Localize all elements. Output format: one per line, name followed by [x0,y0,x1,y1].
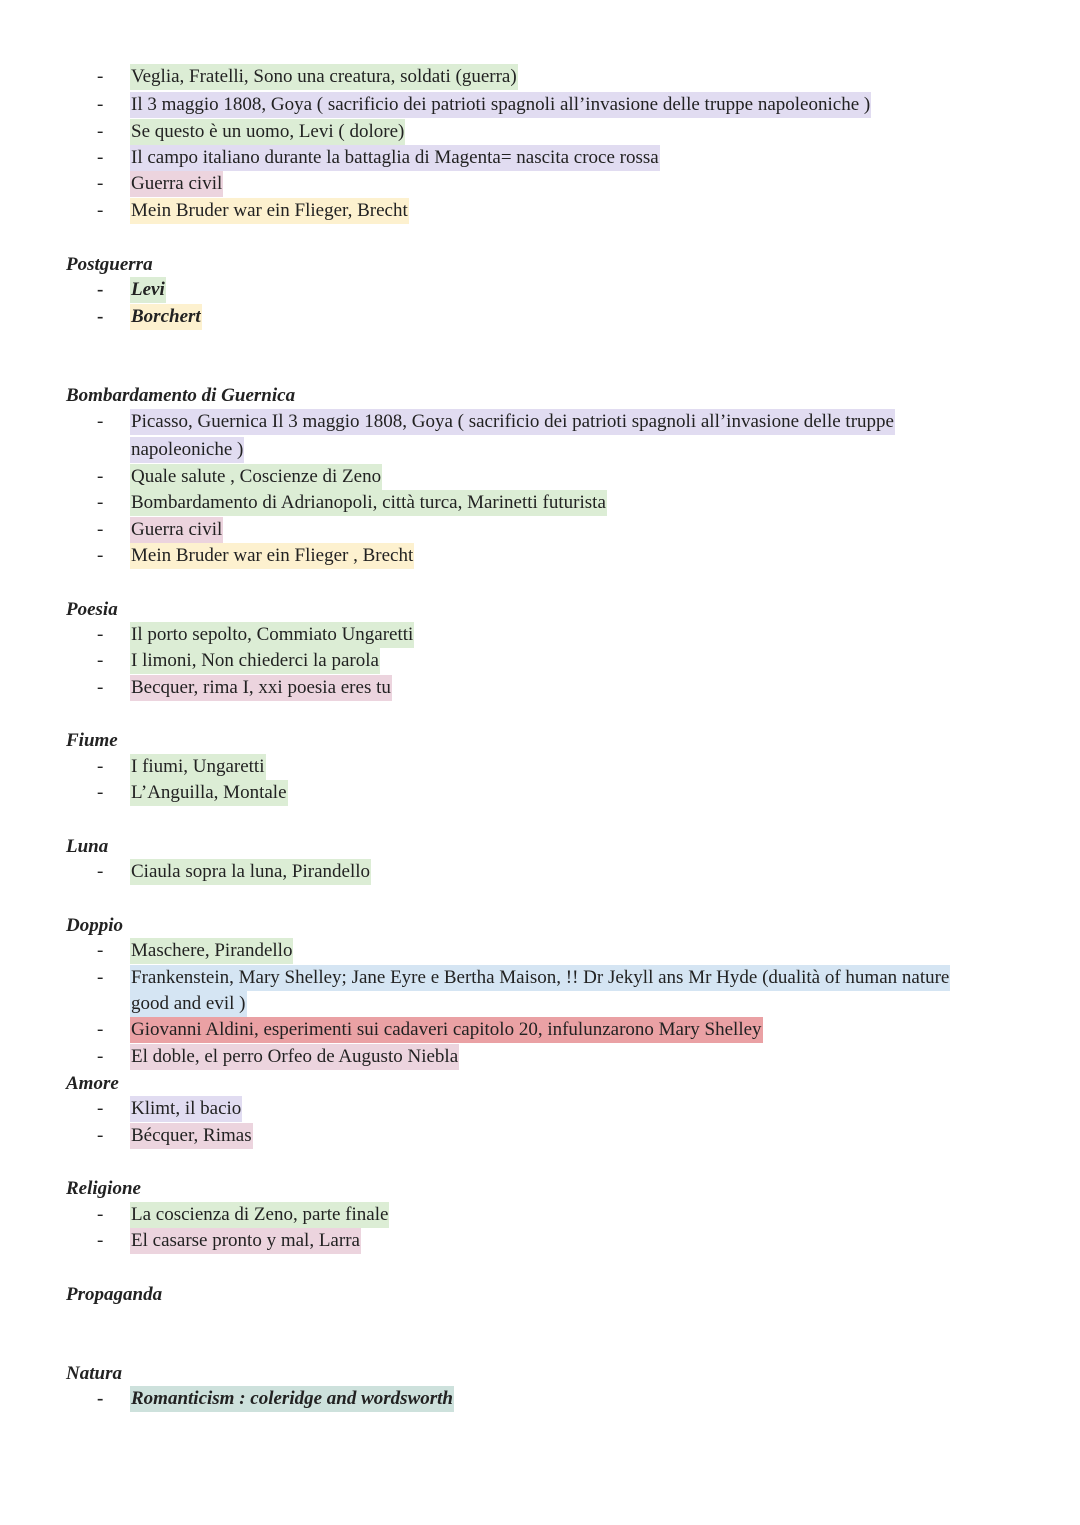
bullet-dash: - [97,967,104,988]
list-item-text: El doble, el perro Orfeo de Augusto Niebla [130,1044,459,1070]
list-item-text: Quale salute , Coscienze di Zeno [130,464,382,490]
list-item-text: I fiumi, Ungaretti [130,754,266,780]
bullet-dash: - [97,492,104,513]
bullet-dash: - [97,650,104,671]
bullet-dash: - [97,1125,104,1146]
bullet-dash: - [97,782,104,803]
section-heading-religione: Religione [66,1178,141,1199]
list-item-text: Veglia, Fratelli, Sono una creatura, soldati (guerra) [130,64,518,90]
section-heading-guernica: Bombardamento di Guernica [66,385,296,406]
list-item-text: Bombardamento di Adrianopoli, città turca, Marinetti futurista [130,490,607,516]
bullet-dash: - [97,756,104,777]
bullet-dash: - [97,66,104,87]
bullet-dash: - [97,306,104,327]
bullet-dash: - [97,1204,104,1225]
list-item-text: Il 3 maggio 1808, Goya ( sacrificio dei patrioti spagnoli all’invasione delle truppe napoleoniche ) [130,92,871,118]
list-item-text: Ciaula sopra la luna, Pirandello [130,859,371,885]
bullet-dash: - [97,1019,104,1040]
bullet-dash: - [97,200,104,221]
list-item-text: Mein Bruder war ein Flieger , Brecht [130,543,414,569]
list-item-text: Bécquer, Rimas [130,1123,253,1149]
section-heading-propaganda: Propaganda [66,1284,163,1305]
list-item-text: La coscienza di Zeno, parte finale [130,1202,389,1228]
bullet-dash: - [97,94,104,115]
bullet-dash: - [97,624,104,645]
bullet-dash: - [97,411,104,432]
bullet-dash: - [97,279,104,300]
list-item-text: Becquer, rima I, xxi poesia eres tu [130,675,392,701]
list-item-text: Il campo italiano durante la battaglia di Magenta= nascita croce rossa [130,145,660,171]
section-heading-postguerra: Postguerra [66,254,153,275]
list-item-text-line1: Picasso, Guernica Il 3 maggio 1808, Goya ( sacrificio dei patrioti spagnoli all’invasione delle truppe [130,409,895,435]
section-heading-amore: Amore [66,1073,119,1094]
bullet-dash: - [97,940,104,961]
list-item-text: Levi [130,277,166,303]
list-item-text: Guerra civil [130,171,223,197]
list-item-text: I limoni, Non chiederci la parola [130,648,380,674]
list-item-text-line1: Frankenstein, Mary Shelley; Jane Eyre e Bertha Maison, !! Dr Jekyll ans Mr Hyde (dualità of human nature [130,965,950,991]
section-heading-doppio: Doppio [66,915,123,936]
bullet-dash: - [97,466,104,487]
bullet-dash: - [97,1046,104,1067]
list-item-text: Borchert [130,304,202,330]
list-item-text: L’Anguilla, Montale [130,780,288,806]
section-heading-luna: Luna [66,836,109,857]
list-item-text: Guerra civil [130,517,223,543]
bullet-dash: - [97,545,104,566]
section-heading-fiume: Fiume [66,730,118,751]
list-item-text-line2: good and evil ) [130,991,247,1017]
bullet-dash: - [97,677,104,698]
bullet-dash: - [97,1388,104,1409]
list-item-text: Giovanni Aldini, esperimenti sui cadaveri capitolo 20, infulunzarono Mary Shelley [130,1017,763,1043]
list-item-text: Klimt, il bacio [130,1096,242,1122]
list-item-text: El casarse pronto y mal, Larra [130,1228,361,1254]
list-item-text-line2: napoleoniche ) [130,437,244,463]
bullet-dash: - [97,861,104,882]
bullet-dash: - [97,173,104,194]
bullet-dash: - [97,121,104,142]
list-item-text: Maschere, Pirandello [130,938,293,964]
list-item-text: Se questo è un uomo, Levi ( dolore) [130,119,405,145]
list-item-text: Romanticism : coleridge and wordsworth [130,1386,454,1412]
list-item-text: Il porto sepolto, Commiato Ungaretti [130,622,414,648]
list-item-text: Mein Bruder war ein Flieger, Brecht [130,198,409,224]
bullet-dash: - [97,1230,104,1251]
section-heading-poesia: Poesia [66,599,118,620]
section-heading-natura: Natura [66,1363,122,1384]
bullet-dash: - [97,1098,104,1119]
bullet-dash: - [97,519,104,540]
bullet-dash: - [97,147,104,168]
